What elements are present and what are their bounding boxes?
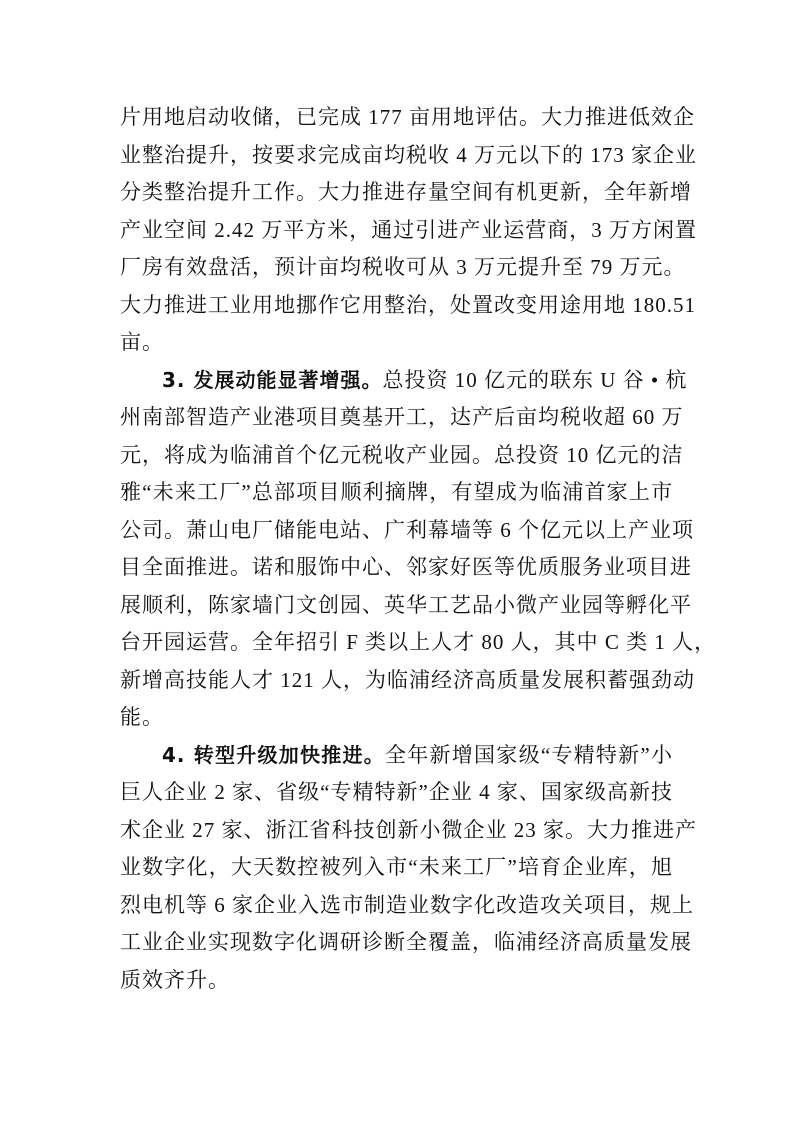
text-line: 雅“未来工厂”总部项目顺利摘牌，有望成为临浦首家上市 bbox=[120, 480, 673, 504]
paragraph-land-use bbox=[120, 99, 697, 362]
text-line: 质效齐升。 bbox=[120, 967, 230, 992]
text-run: 全年新增国家级“专精特新”小 bbox=[385, 742, 673, 767]
paragraph-development-momentum bbox=[120, 362, 717, 737]
text-line: 新增高技能人才 121 人，为临浦经济高质量发展积蓄强劲动 bbox=[120, 667, 695, 692]
text-line: 片用地启动收储，已完成 177 亩用地评估。大力推进低效企 bbox=[120, 105, 695, 129]
text-line: 业整治提升，按要求完成亩均税收 4 万元以下的 173 家企业 bbox=[120, 142, 697, 167]
body-text bbox=[120, 99, 717, 999]
text-line: 州南部智造产业港项目奠基开工，达产后亩均税收超 60 万 bbox=[120, 405, 684, 429]
text-line: 展顺利，陈家墙门文创园、英华工艺品小微产业园等孵化平 bbox=[120, 592, 692, 617]
text-line: 厂房有效盘活，预计亩均税收可从 3 万元提升至 79 万元。 bbox=[120, 255, 686, 279]
text-line: 产业空间 2.42 万平方米，通过引进产业运营商，3 万方闲置 bbox=[120, 217, 697, 242]
section-heading: 4. 转型升级加快推进。 bbox=[162, 742, 386, 767]
text-line: 元，将成为临浦首个亿元税收产业园。总投资 10 亿元的洁 bbox=[120, 442, 684, 467]
text-line: 术企业 27 家、浙江省科技创新小微企业 23 家。大力推进产 bbox=[120, 817, 697, 842]
text-line: 台开园运营。全年招引 F 类以上人才 80 人，其中 C 类 1 人， bbox=[120, 630, 717, 654]
text-line: 烈电机等 6 家企业入选市制造业数字化改造攻关项目，规上 bbox=[120, 892, 694, 917]
paragraph-transformation-upgrade bbox=[120, 737, 697, 1000]
text-line: 目全面推进。诺和服饰中心、邻家好医等优质服务业项目进 bbox=[120, 555, 692, 579]
paragraph-first-line bbox=[120, 737, 673, 775]
text-line: 业数字化，大天数控被列入市“未来工厂”培育企业库，旭 bbox=[120, 855, 673, 879]
text-line: 能。 bbox=[120, 705, 164, 729]
text-line: 公司。萧山电厂储能电站、广利幕墙等 6 个亿元以上产业项 bbox=[120, 517, 694, 542]
text-line: 亩。 bbox=[120, 330, 164, 354]
section-heading: 3. 发展动能显著增强。 bbox=[162, 367, 383, 392]
text-line: 大力推进工业用地挪作它用整治，处置改变用途用地 180.51 bbox=[120, 292, 696, 317]
text-line: 巨人企业 2 家、省级“专精特新”企业 4 家、国家级高新技 bbox=[120, 780, 673, 804]
paragraph-first-line bbox=[120, 362, 688, 400]
text-line: 分类整治提升工作。大力推进存量空间有机更新，全年新增 bbox=[120, 180, 692, 204]
text-line: 工业企业实现数字化调研诊断全覆盖，临浦经济高质量发展 bbox=[120, 930, 692, 954]
text-run: 总投资 10 亿元的联东 U 谷 • 杭 bbox=[382, 367, 688, 392]
